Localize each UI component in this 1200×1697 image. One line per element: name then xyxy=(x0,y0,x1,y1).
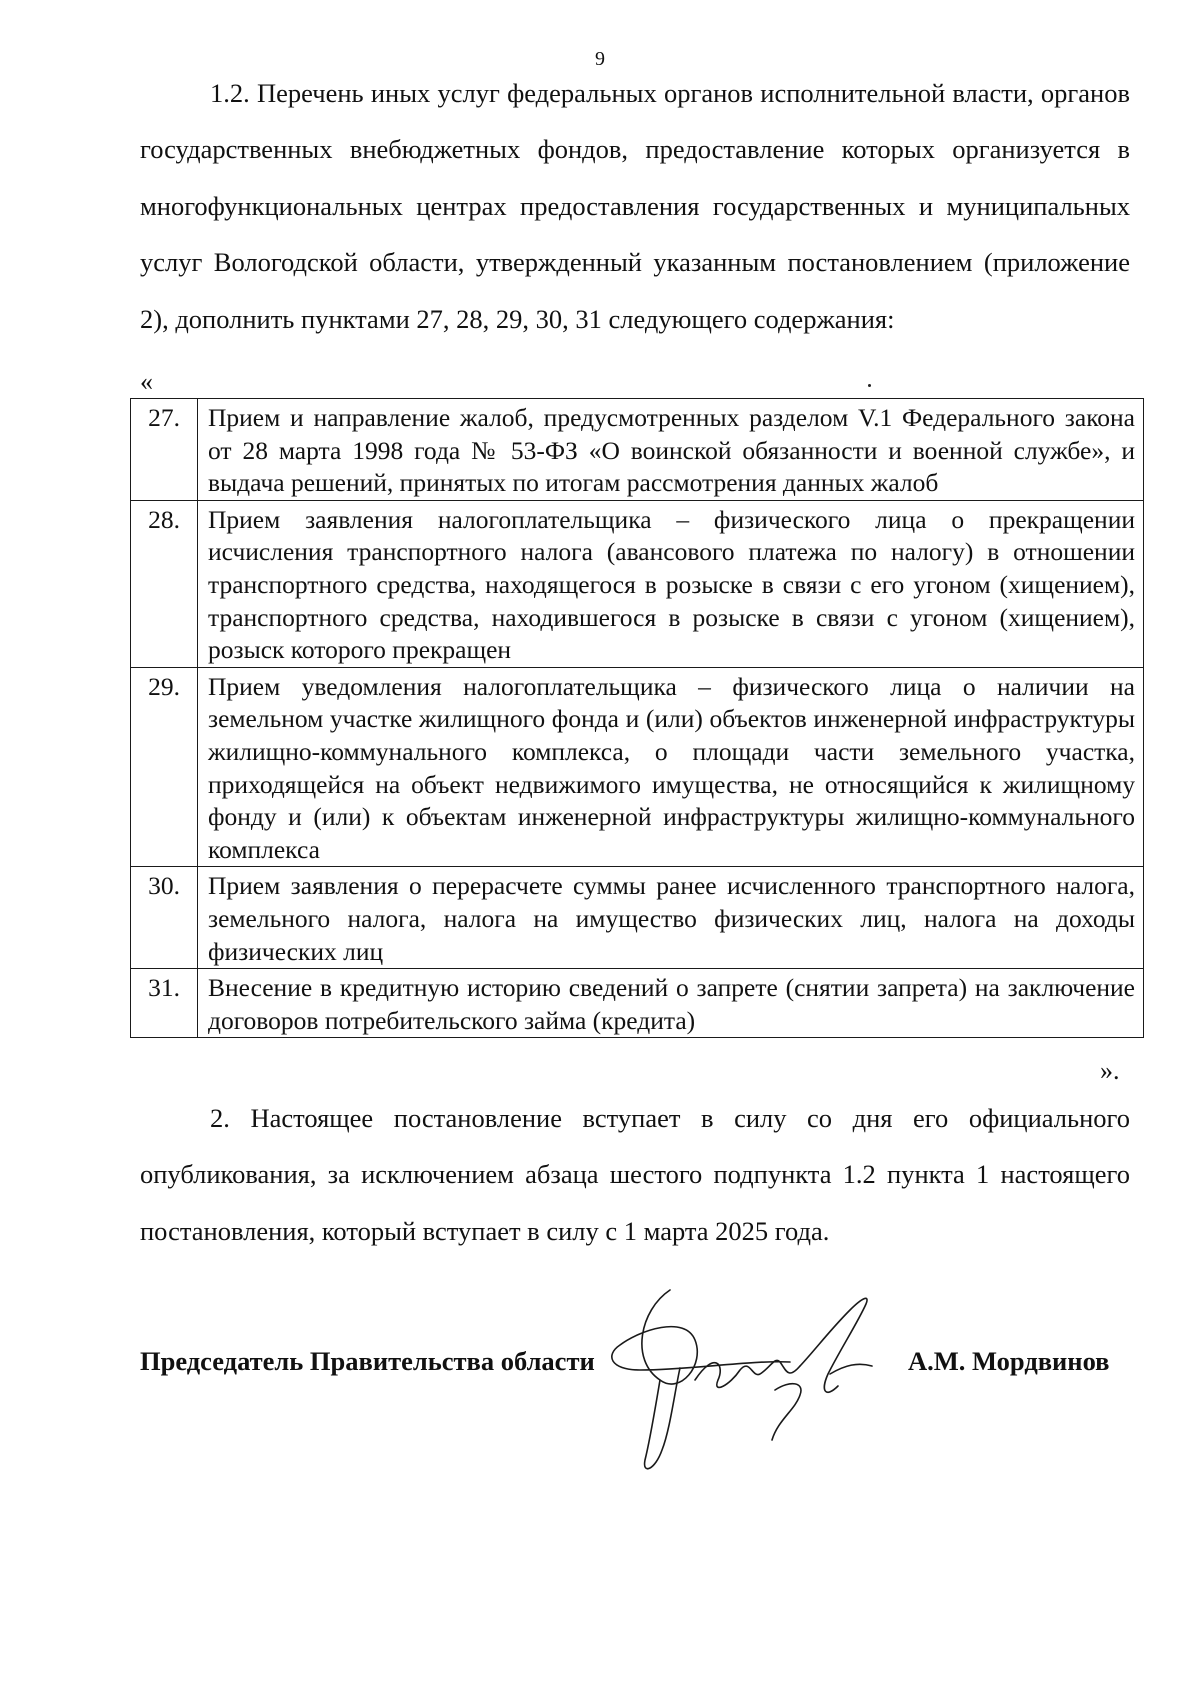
table-row xyxy=(131,969,1144,1038)
item-text: Внесение в кредитную историю сведений о запрете (снятии запрета) на заключение договоров потребительского займа (кредита) xyxy=(198,969,1144,1038)
opening-quote: « xyxy=(140,367,153,396)
page-number: 9 xyxy=(595,48,605,70)
table-row xyxy=(131,500,1144,667)
item-number: 30. xyxy=(131,867,198,969)
services-table xyxy=(130,398,1144,1038)
item-text: Прием уведомления налогоплательщика – физического лица о наличии на земельном участке жилищного фонда и (или) объектов инженерной инфраструктуры жилищно-коммунального комплекса, о площади части земельного участка, приходящейся на объект недвижимого имущества, не относящийся к жилищному фонду и (или) к объектам инженерной инфраструктуры жилищно-коммунального комплекса xyxy=(198,667,1144,867)
signatory-name: А.М. Мордвинов xyxy=(908,1346,1110,1376)
item-text: Прием и направление жалоб, предусмотренных разделом V.1 Федерального закона от 28 марта 1998 года № 53-ФЗ «О воинской обязанности и военной службе», и выдача решений, принятых по итогам рассмотрения данных жалоб xyxy=(198,399,1144,501)
table-row xyxy=(131,399,1144,501)
item-number: 31. xyxy=(131,969,198,1038)
closing-quote: ». xyxy=(1100,1056,1120,1085)
item-text: Прием заявления налогоплательщика – физического лица о прекращении исчисления транспортного налога (авансового платежа по налогу) в отношении транспортного средства, находящегося в розыске в связи с его угоном (хищением), транспортного средства, находившегося в розыске в связи с угоном (хищением), розыск которого прекращен xyxy=(198,500,1144,667)
scan-dot xyxy=(868,384,871,387)
handwritten-signature xyxy=(600,1270,960,1490)
signatory-title: Председатель Правительства области xyxy=(140,1346,595,1376)
table-row xyxy=(131,667,1144,867)
final-paragraph: 2. Настоящее постановление вступает в силу со дня его официального опубликования, за исключением абзаца шестого подпункта 1.2 пункта 1 настоящего постановления, который вступает в силу с 1 марта 2025 года. xyxy=(140,1103,1130,1246)
item-text: Прием заявления о перерасчете суммы ранее исчисленного транспортного налога, земельного налога, налога на имущество физических лиц, налога на доходы физических лиц xyxy=(198,867,1144,969)
table-row xyxy=(131,867,1144,969)
item-number: 28. xyxy=(131,500,198,667)
item-number: 29. xyxy=(131,667,198,867)
item-number: 27. xyxy=(131,399,198,501)
intro-paragraph: 1.2. Перечень иных услуг федеральных органов исполнительной власти, органов государственных внебюджетных фондов, предоставление которых организуется в многофункциональных центрах предоставления государственных и муниципальных услуг Вологодской области, утвержденный указанным постановлением (приложение 2), дополнить пунктами 27, 28, 29, 30, 31 следующего содержания: xyxy=(140,78,1130,334)
